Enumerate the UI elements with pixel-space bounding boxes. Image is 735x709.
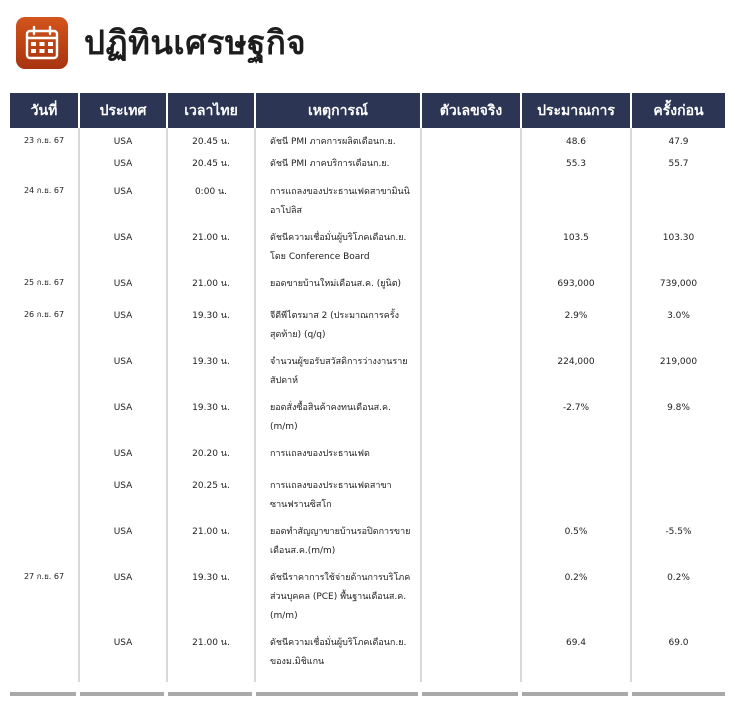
- country-cell: USA: [78, 155, 166, 183]
- time-cell: 20.45 น.: [166, 155, 254, 183]
- table-row: [10, 128, 725, 155]
- actual-cell: [420, 445, 520, 477]
- table-row: [10, 353, 725, 399]
- column-header-actual: ตัวเลขจริง: [420, 93, 520, 128]
- forecast-cell: 2.9%: [520, 307, 630, 353]
- time-cell: 19.30 น.: [166, 399, 254, 445]
- actual-cell: [420, 634, 520, 682]
- date-cell: [10, 155, 78, 183]
- table-row: [10, 523, 725, 569]
- time-cell: 0:00 น.: [166, 183, 254, 229]
- date-cell: [10, 399, 78, 445]
- column-header-time: เวลาไทย: [166, 93, 254, 128]
- country-cell: USA: [78, 275, 166, 307]
- previous-cell: 69.0: [630, 634, 725, 682]
- time-cell: 19.30 น.: [166, 307, 254, 353]
- previous-cell: [630, 477, 725, 523]
- table-footer-divider: [632, 692, 725, 696]
- time-cell: 21.00 น.: [166, 523, 254, 569]
- economic-calendar-table: [10, 93, 725, 682]
- column-header-forecast: ประมาณการ: [520, 93, 630, 128]
- forecast-cell: 48.6: [520, 128, 630, 155]
- date-cell: 27 ก.ย. 67: [23, 572, 65, 581]
- event-cell: ดัชนีความเชื่อมั่นผู้บริโภคเดือนก.ย. ของม.มิชิแกน: [254, 634, 420, 682]
- time-cell: 20.20 น.: [166, 445, 254, 477]
- country-cell: USA: [78, 399, 166, 445]
- date-cell: 24 ก.ย. 67: [23, 186, 65, 195]
- table-row: [10, 569, 725, 634]
- date-cell: 23 ก.ย. 67: [23, 136, 65, 145]
- event-cell: ดัชนี PMI ภาคการผลิตเดือนก.ย.: [254, 128, 420, 155]
- actual-cell: [420, 128, 520, 155]
- forecast-cell: -2.7%: [520, 399, 630, 445]
- table-footer-divider: [80, 692, 164, 696]
- actual-cell: [420, 183, 520, 229]
- country-cell: USA: [78, 307, 166, 353]
- column-header-previous: ครั้งก่อน: [630, 93, 725, 128]
- previous-cell: 55.7: [630, 155, 725, 183]
- date-cell: 26 ก.ย. 67: [23, 310, 65, 319]
- column-header-date: วันที่: [10, 93, 78, 128]
- country-cell: USA: [78, 569, 166, 634]
- country-cell: USA: [78, 128, 166, 155]
- column-header-country: ประเทศ: [78, 93, 166, 128]
- table-row: [10, 229, 725, 275]
- actual-cell: [420, 353, 520, 399]
- event-cell: ดัชนี PMI ภาคบริการเดือนก.ย.: [254, 155, 420, 183]
- date-cell: [10, 353, 78, 399]
- forecast-cell: 224,000: [520, 353, 630, 399]
- forecast-cell: 693,000: [520, 275, 630, 307]
- previous-cell: 9.8%: [630, 399, 725, 445]
- event-cell: การแถลงของประธานเฟด: [254, 445, 420, 477]
- actual-cell: [420, 275, 520, 307]
- previous-cell: 739,000: [630, 275, 725, 307]
- actual-cell: [420, 523, 520, 569]
- previous-cell: 3.0%: [630, 307, 725, 353]
- country-cell: USA: [78, 634, 166, 682]
- forecast-cell: 55.3: [520, 155, 630, 183]
- event-cell: จำนวนผู้ขอรับสวัสดิการว่างงานรายสัปดาห์: [254, 353, 420, 399]
- time-cell: 20.25 น.: [166, 477, 254, 523]
- table-footer-divider: [522, 692, 628, 696]
- country-cell: USA: [78, 477, 166, 523]
- actual-cell: [420, 229, 520, 275]
- event-cell: ยอดสั่งซื้อสินค้าคงทนเดือนส.ค.(m/m): [254, 399, 420, 445]
- event-cell: ดัชนีราคาการใช้จ่ายด้านการบริโภคส่วนบุคคล (PCE) พื้นฐานเดือนส.ค. (m/m): [254, 569, 420, 634]
- event-cell: การแถลงของประธานเฟดสาขาซานฟรานซิสโก: [254, 477, 420, 523]
- date-cell: [10, 634, 78, 682]
- table-footer-divider: [422, 692, 518, 696]
- table-row: [10, 477, 725, 523]
- time-cell: 20.45 น.: [166, 128, 254, 155]
- event-cell: ยอดทำสัญญาขายบ้านรอปิดการขายเดือนส.ค.(m/m): [254, 523, 420, 569]
- time-cell: 21.00 น.: [166, 275, 254, 307]
- country-cell: USA: [78, 229, 166, 275]
- table-row: [10, 155, 725, 183]
- calendar-icon: [16, 17, 68, 69]
- actual-cell: [420, 477, 520, 523]
- previous-cell: 0.2%: [630, 569, 725, 634]
- table-row: [10, 399, 725, 445]
- time-cell: 21.00 น.: [166, 229, 254, 275]
- table-footer-divider: [168, 692, 252, 696]
- time-cell: 19.30 น.: [166, 353, 254, 399]
- column-header-event: เหตุการณ์: [254, 93, 420, 128]
- page-title: ปฏิทินเศรษฐกิจ: [84, 23, 307, 62]
- actual-cell: [420, 155, 520, 183]
- date-cell: [10, 445, 78, 477]
- previous-cell: 47.9: [630, 128, 725, 155]
- table-row: [10, 307, 725, 353]
- forecast-cell: [520, 183, 630, 229]
- event-cell: ดัชนีความเชื่อมั่นผู้บริโภคเดือนก.ย. โดย Conference Board: [254, 229, 420, 275]
- table-footer-divider: [10, 692, 76, 696]
- forecast-cell: [520, 445, 630, 477]
- event-cell: จีดีพีไตรมาส 2 (ประมาณการครั้งสุดท้าย) (q/q): [254, 307, 420, 353]
- date-cell: [10, 477, 78, 523]
- forecast-cell: 0.5%: [520, 523, 630, 569]
- date-cell: 25 ก.ย. 67: [23, 278, 65, 287]
- time-cell: 19.30 น.: [166, 569, 254, 634]
- country-cell: USA: [78, 183, 166, 229]
- table-row: [10, 445, 725, 477]
- page-header: [16, 16, 306, 70]
- date-cell: [10, 523, 78, 569]
- previous-cell: [630, 183, 725, 229]
- table-header-row: [10, 93, 725, 128]
- previous-cell: 219,000: [630, 353, 725, 399]
- actual-cell: [420, 307, 520, 353]
- forecast-cell: [520, 477, 630, 523]
- previous-cell: [630, 445, 725, 477]
- actual-cell: [420, 399, 520, 445]
- country-cell: USA: [78, 523, 166, 569]
- table-footer-divider: [256, 692, 418, 696]
- table-row: [10, 634, 725, 682]
- date-cell: [10, 229, 78, 275]
- country-cell: USA: [78, 445, 166, 477]
- previous-cell: 103.30: [630, 229, 725, 275]
- table-row: [10, 183, 725, 229]
- country-cell: USA: [78, 353, 166, 399]
- forecast-cell: 103.5: [520, 229, 630, 275]
- forecast-cell: 0.2%: [520, 569, 630, 634]
- event-cell: ยอดขายบ้านใหม่เดือนส.ค. (ยูนิต): [254, 275, 420, 307]
- time-cell: 21.00 น.: [166, 634, 254, 682]
- table-row: [10, 275, 725, 307]
- event-cell: การแถลงของประธานเฟดสาขามินนิอาโปลิส: [254, 183, 420, 229]
- forecast-cell: 69.4: [520, 634, 630, 682]
- actual-cell: [420, 569, 520, 634]
- previous-cell: -5.5%: [630, 523, 725, 569]
